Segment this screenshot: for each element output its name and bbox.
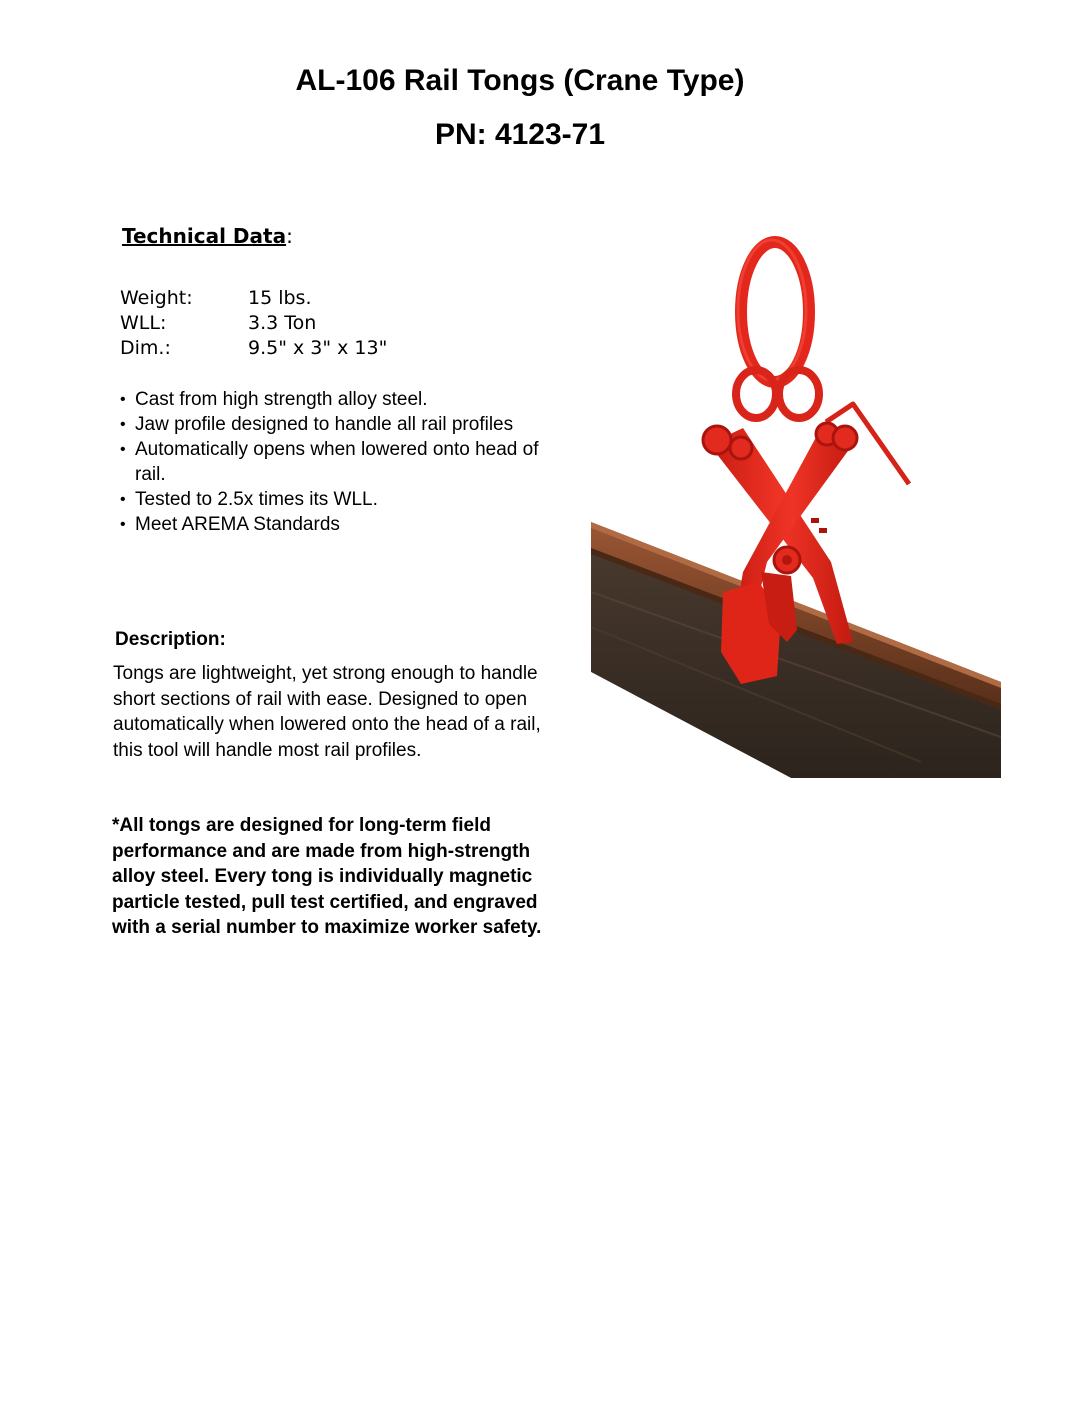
technical-data-heading-text: Technical Data	[122, 224, 287, 248]
spec-value: 9.5" x 3" x 13"	[248, 337, 388, 359]
feature-list	[120, 387, 540, 537]
feature-item: • Cast from high strength alloy steel.	[120, 387, 540, 412]
spec-label: Dim.:	[120, 337, 171, 359]
safety-note: *All tongs are designed for long-term field performance and are made from high-strength alloy steel. Every tong is individually magnetic particle tested, pull test certified, and engraved with a serial number to maximize worker safety.	[112, 815, 542, 938]
spec-value: 15 lbs.	[248, 287, 312, 309]
technical-data-heading-colon: :	[286, 224, 293, 248]
spec-row-weight	[120, 286, 387, 311]
part-number: PN: 4123-71	[434, 118, 606, 151]
feature-item: • Meet AREMA Standards	[120, 512, 540, 537]
description-heading: Description:	[115, 629, 226, 650]
feature-item: • Automatically opens when lowered onto head of rail.	[120, 437, 540, 487]
feature-item: • Jaw profile designed to handle all rail profiles	[120, 412, 540, 437]
spec-row-dimensions	[120, 336, 387, 361]
technical-data-heading	[122, 224, 293, 248]
spec-label: Weight:	[120, 287, 193, 309]
page-title: AL-106 Rail Tongs (Crane Type)	[295, 64, 745, 97]
spec-row-wll	[120, 311, 387, 336]
rail-tongs-photo	[591, 232, 1001, 778]
spec-label: WLL:	[120, 312, 167, 334]
spec-table	[120, 286, 387, 361]
spec-value: 3.3 Ton	[248, 312, 317, 334]
description-body: Tongs are lightweight, yet strong enough to handle short sections of rail with ease. Designed to open automatically when lowered onto the head of a rail, this tool will handle most rail profiles.	[113, 663, 541, 761]
feature-item: • Tested to 2.5x times its WLL.	[120, 487, 540, 512]
